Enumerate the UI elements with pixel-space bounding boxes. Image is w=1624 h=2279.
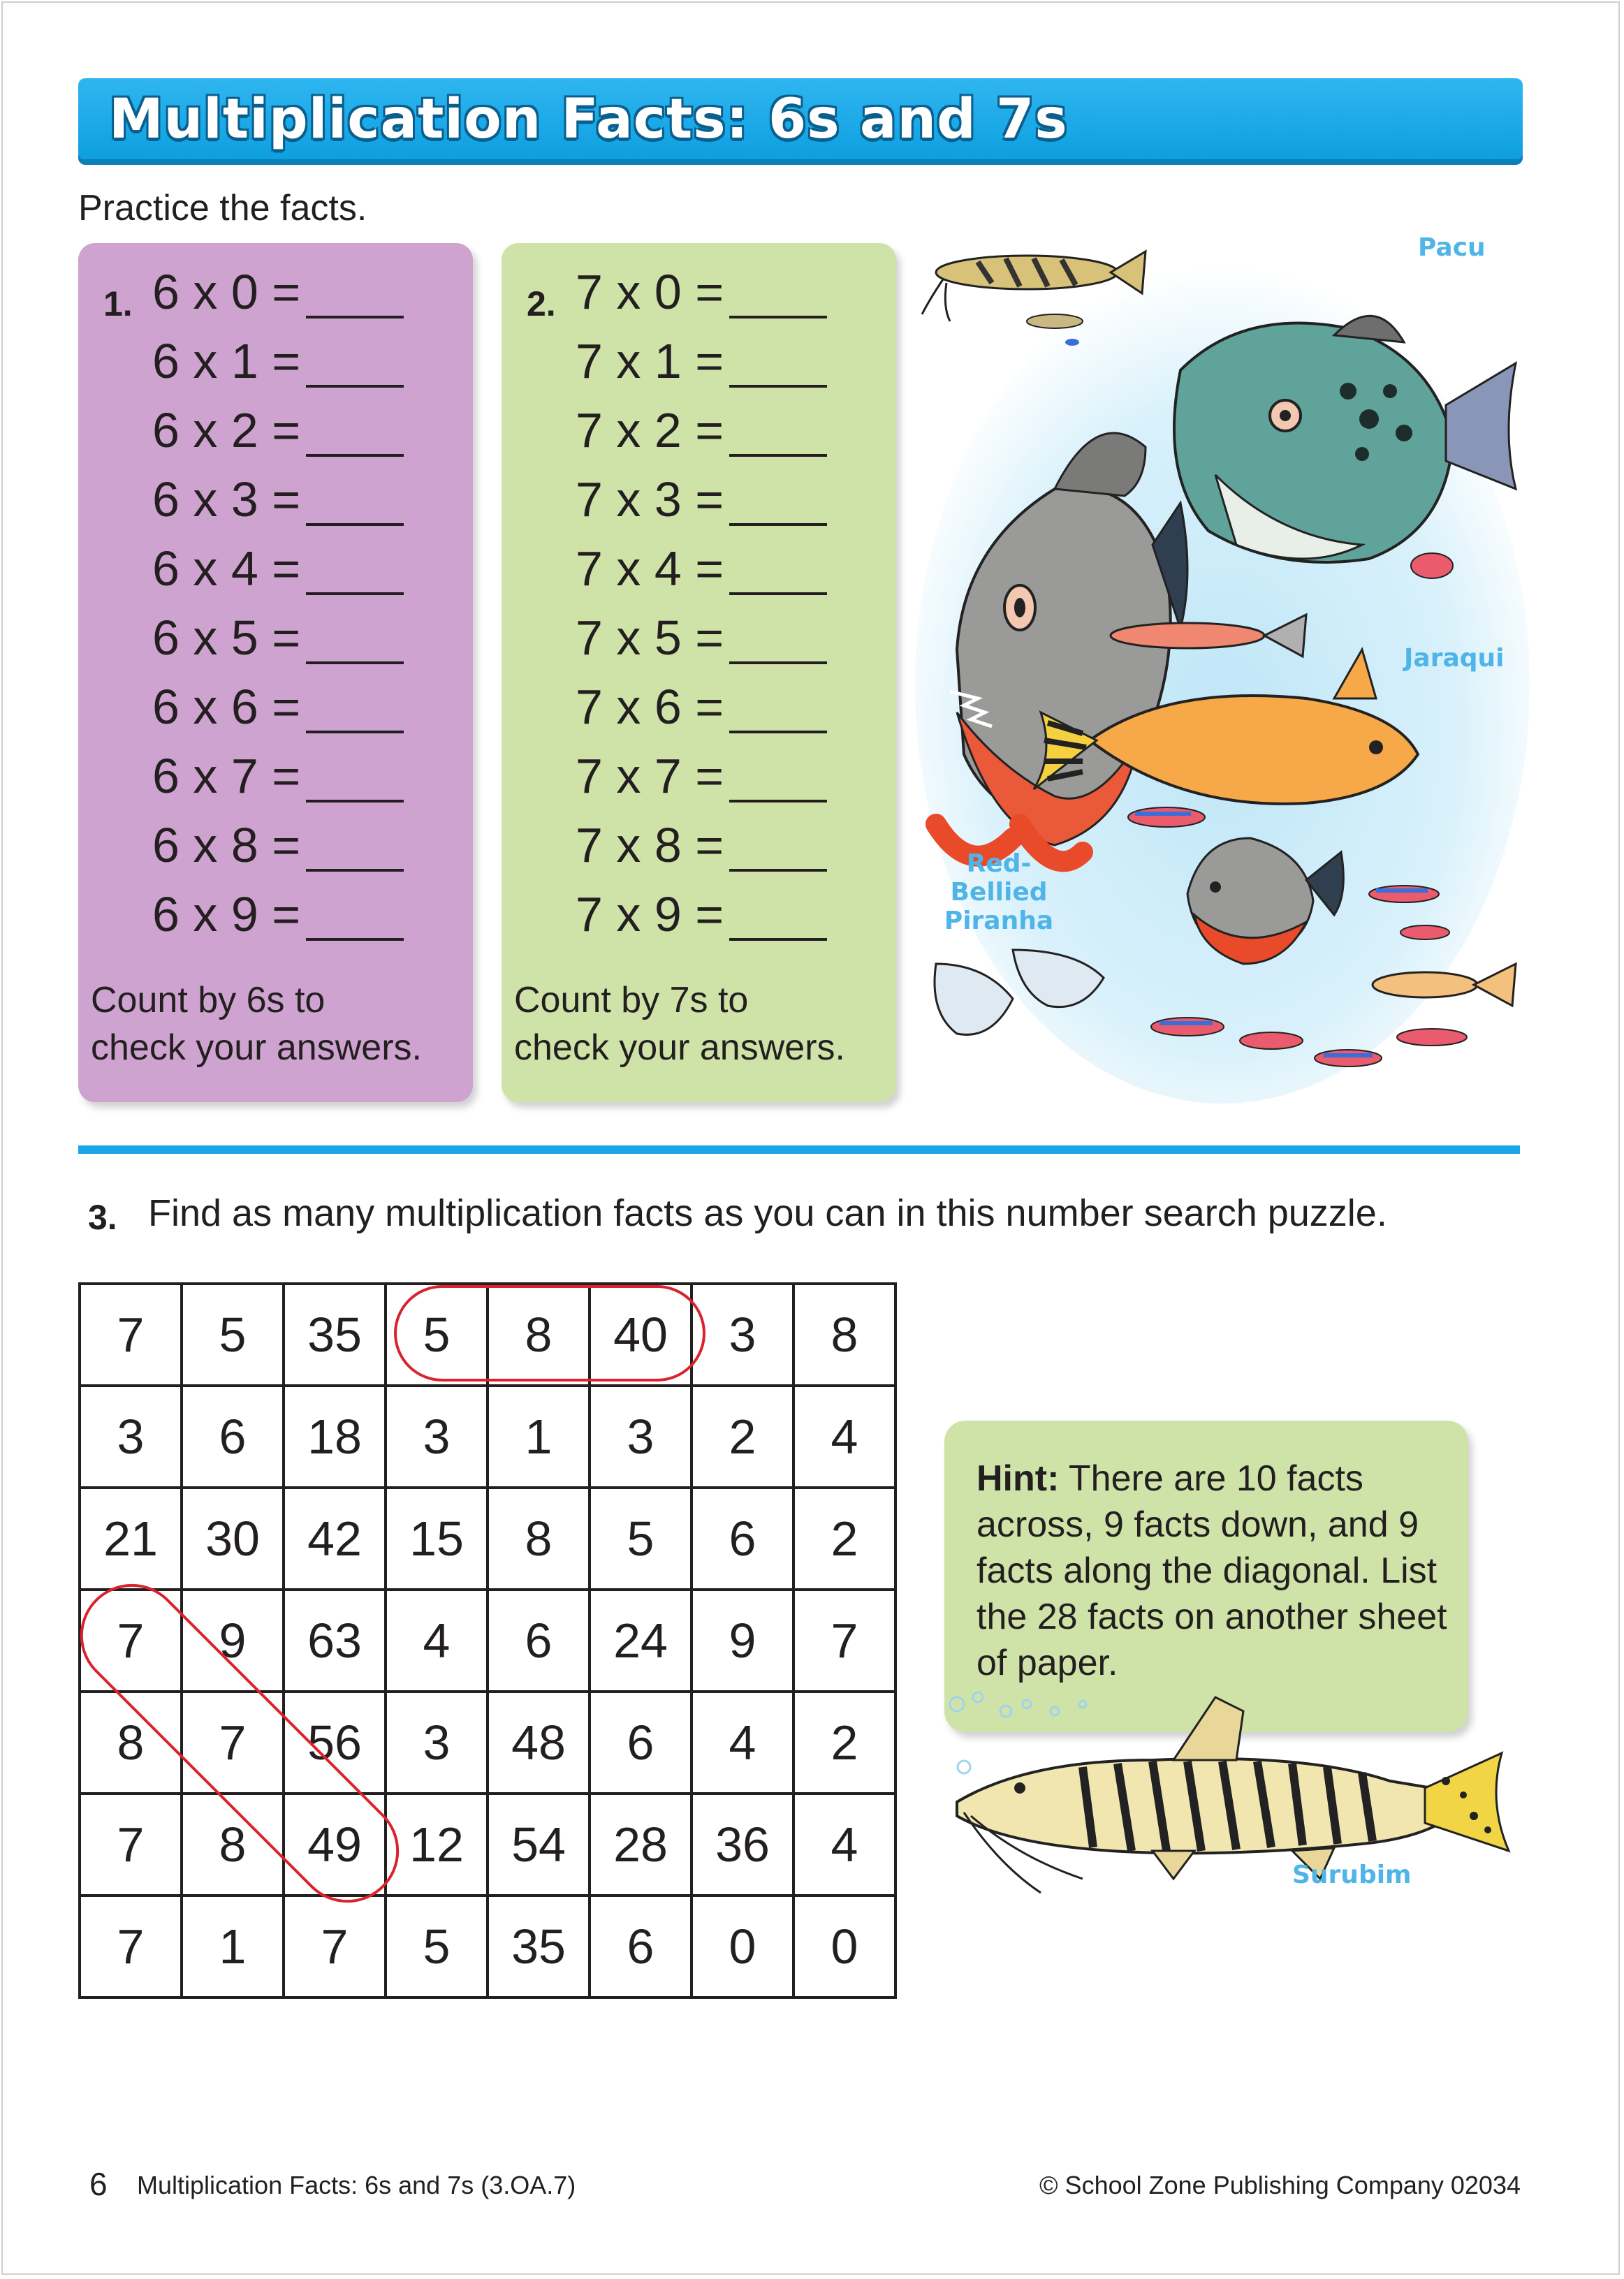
fact-row (576, 673, 827, 740)
grid-row (80, 1488, 895, 1590)
surubim-icon (943, 1683, 1523, 1907)
grid-cell[interactable]: 2 (692, 1386, 793, 1488)
grid-cell[interactable]: 48 (488, 1692, 590, 1794)
grid-cell[interactable]: 7 (80, 1590, 182, 1692)
hint-text (976, 1456, 1465, 1686)
grid-cell[interactable]: 7 (793, 1590, 895, 1692)
fact-row (576, 397, 827, 464)
hint-label: Hint: (976, 1458, 1060, 1499)
number-search-grid (78, 1282, 897, 1999)
facts-box-6s (78, 243, 473, 1102)
grid-cell[interactable]: 7 (182, 1692, 284, 1794)
fact-equation: 7 x 7 = (576, 749, 724, 803)
answer-blank[interactable] (729, 412, 827, 457)
page-number: 6 (89, 2166, 108, 2202)
grid-cell[interactable]: 4 (386, 1590, 488, 1692)
grid-cell[interactable]: 6 (692, 1488, 793, 1590)
grid-row (80, 1896, 895, 1998)
grid-cell[interactable]: 0 (692, 1896, 793, 1998)
fact-equation: 7 x 0 = (576, 265, 724, 319)
fish-label-surubim: Surubim (1292, 1861, 1412, 1889)
grid-cell[interactable]: 35 (284, 1284, 386, 1386)
grid-cell[interactable]: 2 (793, 1488, 895, 1590)
grid-cell[interactable]: 8 (488, 1488, 590, 1590)
fact-equation: 7 x 6 = (576, 680, 724, 734)
grid-row (80, 1692, 895, 1794)
answer-blank[interactable] (729, 343, 827, 388)
grid-cell[interactable]: 4 (793, 1386, 895, 1488)
footer-title: Multiplication Facts: 6s and 7s (3.OA.7) (137, 2171, 576, 2199)
section-divider (78, 1145, 1520, 1154)
label-line: Piranha (944, 907, 1054, 935)
answer-blank[interactable] (306, 620, 404, 664)
fact-equation: 6 x 3 = (152, 472, 301, 527)
fact-row (152, 812, 404, 879)
fact-row (576, 812, 827, 879)
grid-cell[interactable]: 5 (386, 1284, 488, 1386)
fact-equation: 6 x 1 = (152, 334, 301, 388)
grid-cell[interactable]: 4 (692, 1692, 793, 1794)
instruction-text: Practice the facts. (78, 188, 367, 228)
answer-blank[interactable] (729, 896, 827, 941)
fact-equation: 7 x 2 = (576, 403, 724, 457)
fact-equation: 7 x 3 = (576, 472, 724, 527)
note-line: check your answers. (91, 1027, 422, 1068)
grid-cell[interactable]: 0 (793, 1896, 895, 1998)
fact-row (152, 328, 404, 395)
hint-body: There are 10 facts across, 9 facts down, and 9 facts along the diagonal. List the 28 facts on another sheet of paper. (976, 1458, 1447, 1683)
grid-cell[interactable]: 49 (284, 1794, 386, 1896)
grid-cell[interactable]: 6 (488, 1590, 590, 1692)
count-note-6s (91, 976, 422, 1071)
fact-equation: 6 x 5 = (152, 610, 301, 665)
answer-blank[interactable] (306, 550, 404, 595)
title-banner (78, 78, 1523, 159)
grid-cell[interactable]: 8 (80, 1692, 182, 1794)
puzzle-instruction: Find as many multiplication facts as you can in this number search puzzle. (148, 1192, 1387, 1234)
fact-row (576, 258, 827, 325)
fact-row (152, 397, 404, 464)
grid-row (80, 1284, 895, 1386)
fish-label-piranha (929, 849, 1069, 935)
problem-number-1: 1. (103, 284, 133, 323)
answer-blank[interactable] (306, 689, 404, 733)
answer-blank[interactable] (729, 481, 827, 526)
fact-equation: 7 x 1 = (576, 334, 724, 388)
surubim-illustration (943, 1683, 1523, 1907)
fact-equation: 6 x 9 = (152, 887, 301, 941)
fact-row (576, 328, 827, 395)
grid-cell[interactable]: 7 (80, 1896, 182, 1998)
fact-equation: 7 x 4 = (576, 541, 724, 596)
fact-equation: 7 x 8 = (576, 818, 724, 872)
grid-cell[interactable]: 21 (80, 1488, 182, 1590)
grid-cell[interactable]: 2 (793, 1692, 895, 1794)
grid-cell[interactable]: 42 (284, 1488, 386, 1590)
fact-equation: 6 x 8 = (152, 818, 301, 872)
fact-equation: 7 x 9 = (576, 887, 724, 941)
grid-cell[interactable]: 5 (182, 1284, 284, 1386)
grid-row (80, 1386, 895, 1488)
fact-row (576, 466, 827, 533)
grid-row (80, 1590, 895, 1692)
grid-cell[interactable]: 6 (590, 1692, 692, 1794)
grid-cell[interactable]: 12 (386, 1794, 488, 1896)
grid-cell[interactable]: 7 (80, 1794, 182, 1896)
grid-cell[interactable]: 5 (590, 1488, 692, 1590)
grid-cell[interactable]: 7 (80, 1284, 182, 1386)
count-note-7s (514, 976, 845, 1071)
answer-blank[interactable] (306, 481, 404, 526)
note-line: Count by 6s to (91, 980, 325, 1020)
grid-cell[interactable]: 9 (692, 1590, 793, 1692)
fact-row (152, 604, 404, 671)
grid-cell[interactable]: 15 (386, 1488, 488, 1590)
page-title: Multiplication Facts: 6s and 7s (109, 88, 1068, 151)
grid-cell[interactable]: 40 (590, 1284, 692, 1386)
grid-cell[interactable]: 3 (80, 1386, 182, 1488)
grid-cell[interactable]: 1 (488, 1386, 590, 1488)
fish-label-pacu: Pacu (1418, 233, 1486, 262)
fact-row (152, 673, 404, 740)
fact-row (152, 881, 404, 948)
grid-cell[interactable]: 63 (284, 1590, 386, 1692)
grid-cell[interactable]: 1 (182, 1896, 284, 1998)
fact-row (576, 604, 827, 671)
grid-cell[interactable]: 9 (182, 1590, 284, 1692)
fact-equation: 6 x 4 = (152, 541, 301, 596)
answer-blank[interactable] (729, 827, 827, 872)
problem-number-2: 2. (527, 284, 556, 323)
grid-cell[interactable]: 3 (692, 1284, 793, 1386)
note-line: Count by 7s to (514, 980, 749, 1020)
fact-row (576, 535, 827, 602)
facts-box-7s (502, 243, 896, 1102)
answer-blank[interactable] (729, 689, 827, 733)
fact-row (576, 881, 827, 948)
grid-cell[interactable]: 28 (590, 1794, 692, 1896)
answer-blank[interactable] (729, 274, 827, 318)
grid-cell[interactable]: 5 (386, 1896, 488, 1998)
fish-label-jaraqui: Jaraqui (1404, 644, 1505, 673)
note-line: check your answers. (514, 1027, 845, 1068)
answer-blank[interactable] (306, 274, 404, 318)
label-line: Red-Bellied (950, 849, 1048, 907)
fact-equation: 6 x 7 = (152, 749, 301, 803)
grid-cell[interactable]: 3 (386, 1386, 488, 1488)
problem-number-3: 3. (88, 1198, 117, 1237)
grid-cell[interactable]: 56 (284, 1692, 386, 1794)
fact-equation: 6 x 0 = (152, 265, 301, 319)
fact-row (152, 258, 404, 325)
fact-equation: 6 x 6 = (152, 680, 301, 734)
grid-cell[interactable]: 18 (284, 1386, 386, 1488)
grid-cell[interactable]: 54 (488, 1794, 590, 1896)
grid-cell[interactable]: 3 (590, 1386, 692, 1488)
answer-blank[interactable] (306, 896, 404, 941)
grid-cell[interactable]: 36 (692, 1794, 793, 1896)
grid-cell[interactable]: 24 (590, 1590, 692, 1692)
answer-blank[interactable] (306, 758, 404, 803)
grid-cell[interactable]: 8 (793, 1284, 895, 1386)
grid-cell[interactable]: 8 (488, 1284, 590, 1386)
grid-row (80, 1794, 895, 1896)
answer-blank[interactable] (729, 550, 827, 595)
grid-cell[interactable]: 30 (182, 1488, 284, 1590)
answer-blank[interactable] (306, 343, 404, 388)
fact-row (152, 742, 404, 809)
answer-blank[interactable] (306, 412, 404, 457)
fact-row (152, 535, 404, 602)
grid-cell[interactable]: 8 (182, 1794, 284, 1896)
grid-cell[interactable]: 35 (488, 1896, 590, 1998)
answer-blank[interactable] (306, 827, 404, 872)
grid-cell[interactable]: 6 (590, 1896, 692, 1998)
grid-cell[interactable]: 7 (284, 1896, 386, 1998)
fact-equation: 7 x 5 = (576, 610, 724, 665)
answer-blank[interactable] (729, 620, 827, 664)
grid-cell[interactable]: 6 (182, 1386, 284, 1488)
grid-cell[interactable]: 4 (793, 1794, 895, 1896)
fish-illustration (915, 210, 1530, 1111)
fact-equation: 6 x 2 = (152, 403, 301, 457)
fact-row (576, 742, 827, 809)
answer-blank[interactable] (729, 758, 827, 803)
grid-cell[interactable]: 3 (386, 1692, 488, 1794)
footer-copyright: © School Zone Publishing Company 02034 (1039, 2171, 1521, 2199)
fact-row (152, 466, 404, 533)
